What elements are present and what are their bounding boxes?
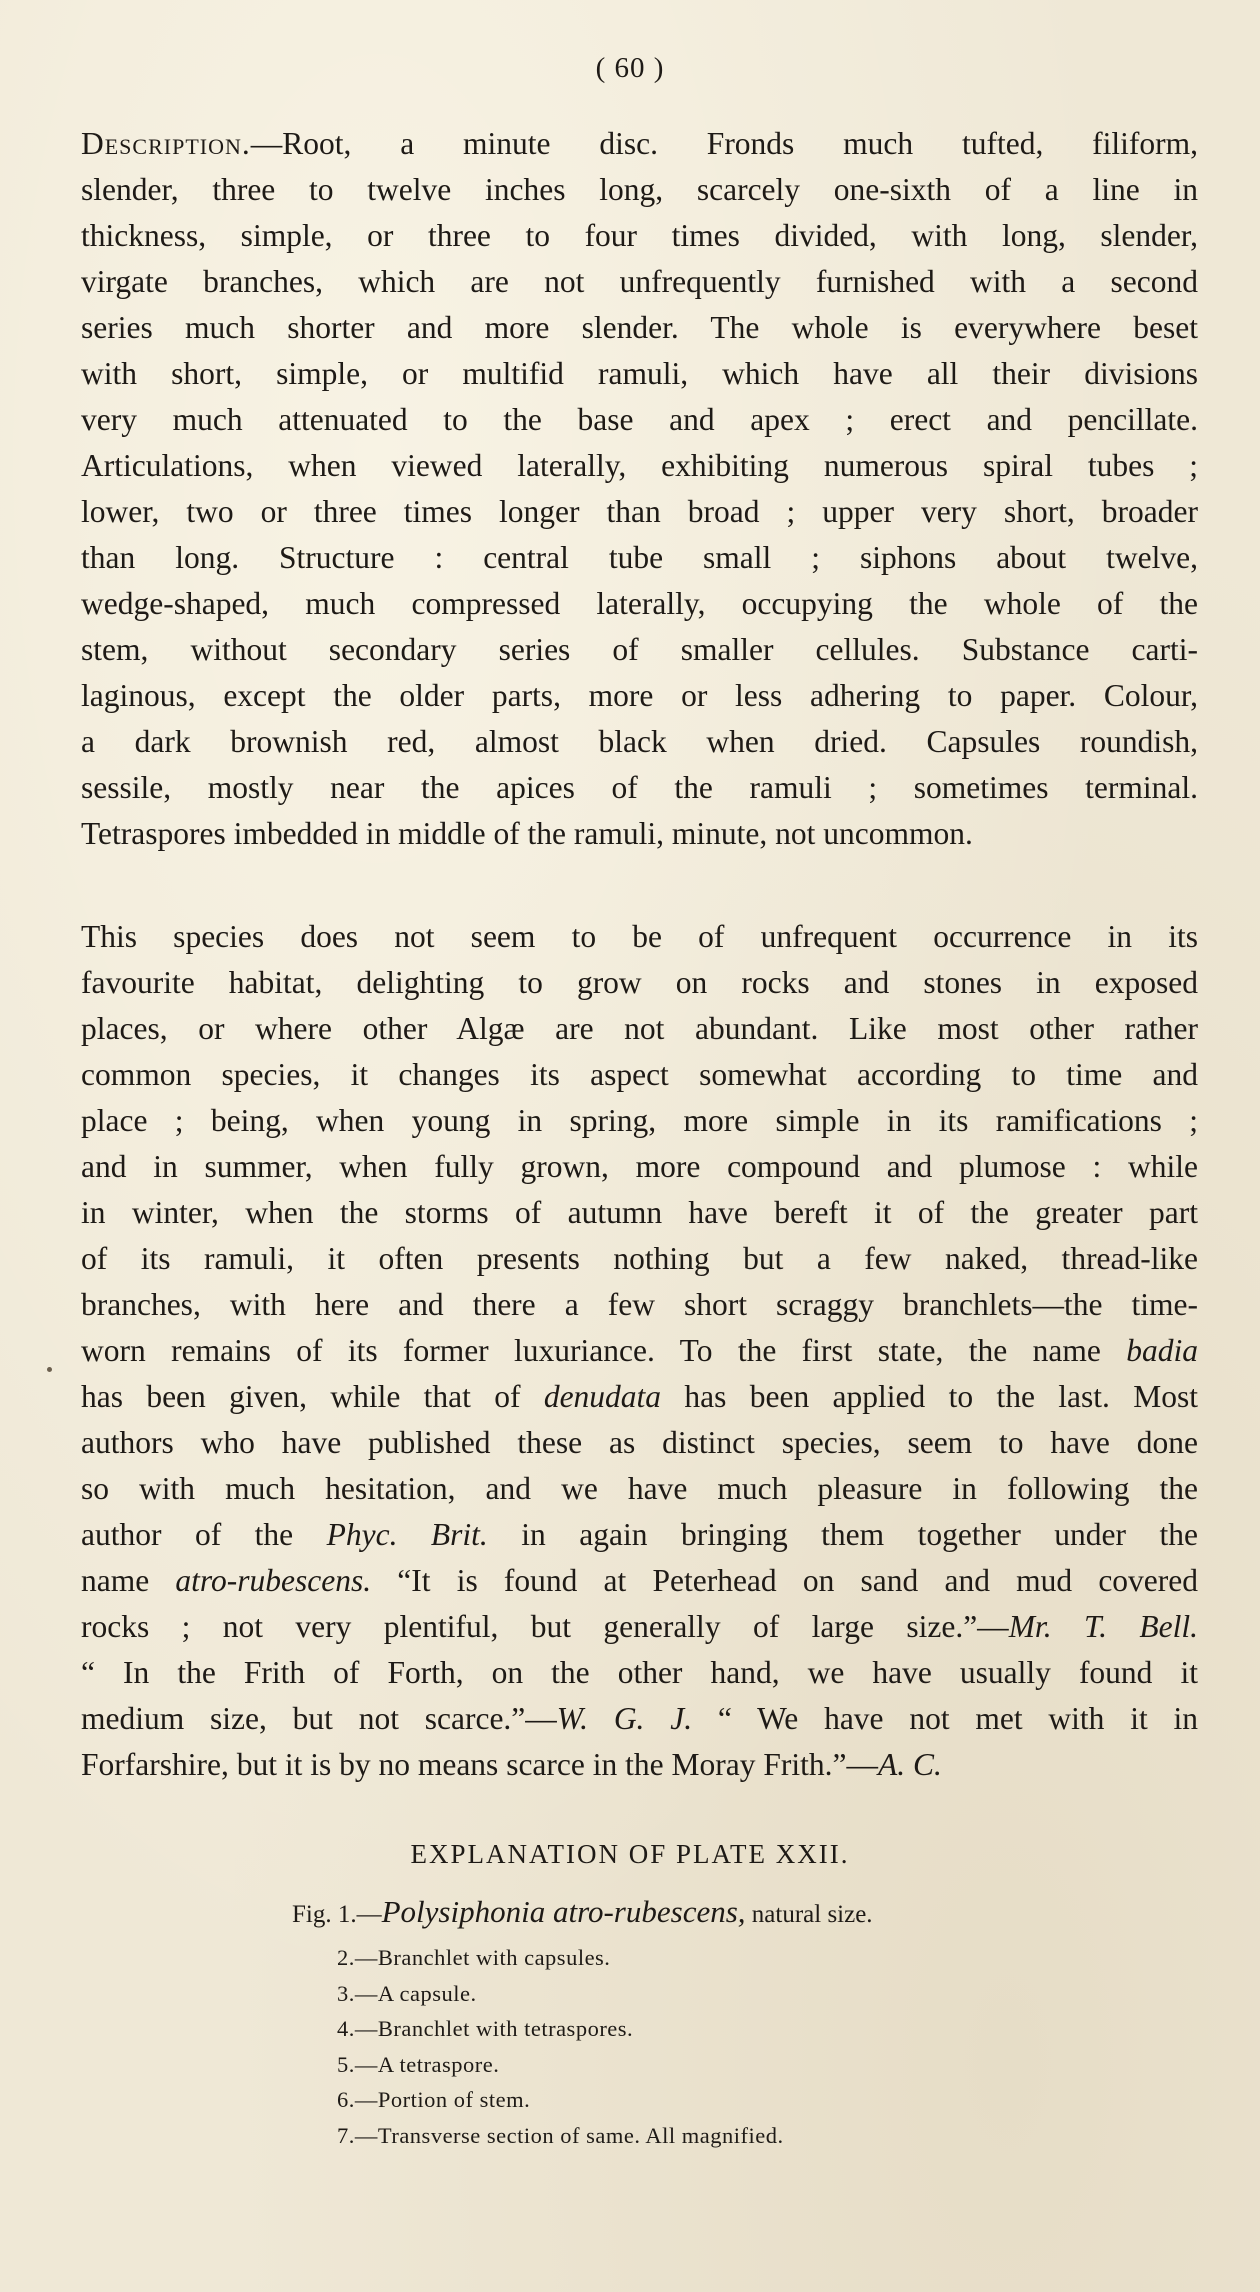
line-text: has been given, while that of [81,1379,544,1414]
line-text: stem, without secondary series of smaller cellules. Substance carti- [81,632,1198,667]
text-line [81,535,1198,581]
section-lead: Description. [81,126,251,161]
line-text: slender, three to twelve inches long, scarcely one-sixth of a line in [81,172,1198,207]
text-line [81,121,1198,167]
italic-text: badia [1126,1333,1198,1368]
text-line [81,1190,1198,1236]
text-line [81,1282,1198,1328]
line-text: in again bringing them together under the [487,1517,1198,1552]
text-line [81,1144,1198,1190]
italic-text: denudata [543,1379,662,1414]
text-line [81,167,1198,213]
text-line [81,914,1198,960]
line-text: of its ramuli, it often presents nothing but a few naked, thread-like [81,1241,1198,1276]
line-text: with short, simple, or multifid ramuli, which have all their divisions [81,356,1198,391]
text-line [81,1328,1198,1374]
text-line [81,765,1198,811]
text-line [81,719,1198,765]
figure-caption-item: 4.—Branchlet with tetraspores. [337,2016,634,2041]
line-text: This species does not seem to be of unfrequent occurrence in its [81,919,1198,954]
text-line [81,1512,1198,1558]
line-text: sessile, mostly near the apices of the ramuli ; sometimes terminal. [81,770,1198,805]
line-text: “ In the Frith of Forth, on the other hand, we have usually found it [81,1655,1198,1690]
figure-caption-item: 2.—Branchlet with capsules. [337,1945,611,1970]
figure-caption-item: 5.—A tetraspore. [337,2051,500,2077]
body-paragraph [81,914,1198,1788]
text-line [81,1236,1198,1282]
line-text: Articulations, when viewed laterally, exhibiting numerous spiral tubes ; [81,448,1198,483]
text-line [81,673,1198,719]
line-text: author of the [81,1517,327,1552]
text-line [81,1742,1198,1788]
description-paragraph [81,121,1198,857]
text-line [81,581,1198,627]
line-text: Forfarshire, but it is by no means scarce in the Moray Frith.”— [81,1747,878,1782]
line-text: and in summer, when fully grown, more compound and plumose : while [81,1149,1198,1184]
figure-caption-item: 7.—Transverse section of same. All magnified. [337,2122,784,2148]
line-text: virgate branches, which are not unfrequently furnished with a second [81,264,1198,299]
italic-text: A. C. [877,1747,942,1782]
text-line [81,1466,1198,1512]
italic-text: Mr. T. Bell. [1008,1609,1198,1644]
line-text: “ We have not met with it in [692,1701,1198,1736]
text-line [81,1650,1198,1696]
text-line [81,305,1198,351]
text-line [81,960,1198,1006]
line-text: rocks ; not very plentiful, but generally of large size.”— [81,1609,1009,1644]
line-text: thickness, simple, or three to four times divided, with long, slender, [81,218,1198,253]
line-text: name [81,1563,176,1598]
text-line [81,443,1198,489]
figure-caption-item: 3.—A capsule. [337,1980,477,2006]
line-text: lower, two or three times longer than broad ; upper very short, broader [81,494,1198,529]
line-text: than long. Structure : central tube small ; siphons about twelve, [81,540,1198,575]
line-text: place ; being, when young in spring, more simple in its ramifications ; [81,1103,1198,1138]
text-line [81,213,1198,259]
line-text: worn remains of its former luxuriance. To the first state, the name [81,1333,1127,1368]
text-line [81,627,1198,673]
line-text: “It is found at Peterhead on sand and mud covered [371,1563,1199,1598]
line-text: —Root, a minute disc. Fronds much tufted, filiform, [250,126,1198,161]
italic-text: W. G. J. [556,1701,693,1736]
line-text: in winter, when the storms of autumn have bereft it of the greater part [81,1195,1198,1230]
plate-explanation-title: EXPLANATION OF PLATE XXII. [410,1839,850,1869]
line-text: Tetraspores imbedded in middle of the ramuli, minute, not uncommon. [81,816,973,851]
ink-speck [47,1367,52,1372]
line-text: very much attenuated to the base and apex ; erect and pencillate. [81,402,1198,437]
line-text: favourite habitat, delighting to grow on rocks and stones in exposed [81,965,1198,1000]
italic-text: Phyc. Brit. [326,1517,488,1552]
text-line [81,811,1198,857]
line-text: branches, with here and there a few short scraggy branchlets—the time- [81,1287,1198,1322]
text-line [81,1098,1198,1144]
figure-caption-list [337,1940,784,2153]
page-number: ( 60 ) [595,52,665,84]
figure-caption-species: Polysiphonia atro-rubescens, [381,1894,746,1929]
text-line [81,351,1198,397]
line-text: has been applied to the last. Most [661,1379,1198,1414]
text-line [81,489,1198,535]
line-text: so with much hesitation, and we have much pleasure in following the [81,1471,1198,1506]
text-line [81,1420,1198,1466]
text-line [81,1006,1198,1052]
text-line [81,1696,1198,1742]
text-line [81,1052,1198,1098]
line-text: laginous, except the older parts, more or less adhering to paper. Colour, [81,678,1198,713]
text-line [81,1604,1198,1650]
text-line [81,1558,1198,1604]
line-text: common species, it changes its aspect somewhat according to time and [81,1057,1198,1092]
figure-caption-prefix: Fig. 1.— [292,1901,382,1928]
text-line [81,1374,1198,1420]
line-text: places, or where other Algæ are not abundant. Like most other rather [81,1011,1198,1046]
text-line [81,397,1198,443]
text-line [81,259,1198,305]
italic-text: atro-rubescens. [175,1563,372,1598]
line-text: authors who have published these as distinct species, seem to have done [81,1425,1198,1460]
line-text: a dark brownish red, almost black when dried. Capsules roundish, [81,724,1198,759]
figure-caption-item: 6.—Portion of stem. [337,2087,531,2112]
figure-caption-suffix: natural size. [745,1901,873,1928]
figure-caption-1 [292,1894,873,1930]
line-text: wedge-shaped, much compressed laterally, occupying the whole of the [81,586,1198,621]
line-text: series much shorter and more slender. The whole is everywhere beset [81,310,1198,345]
line-text: medium size, but not scarce.”— [81,1701,557,1736]
